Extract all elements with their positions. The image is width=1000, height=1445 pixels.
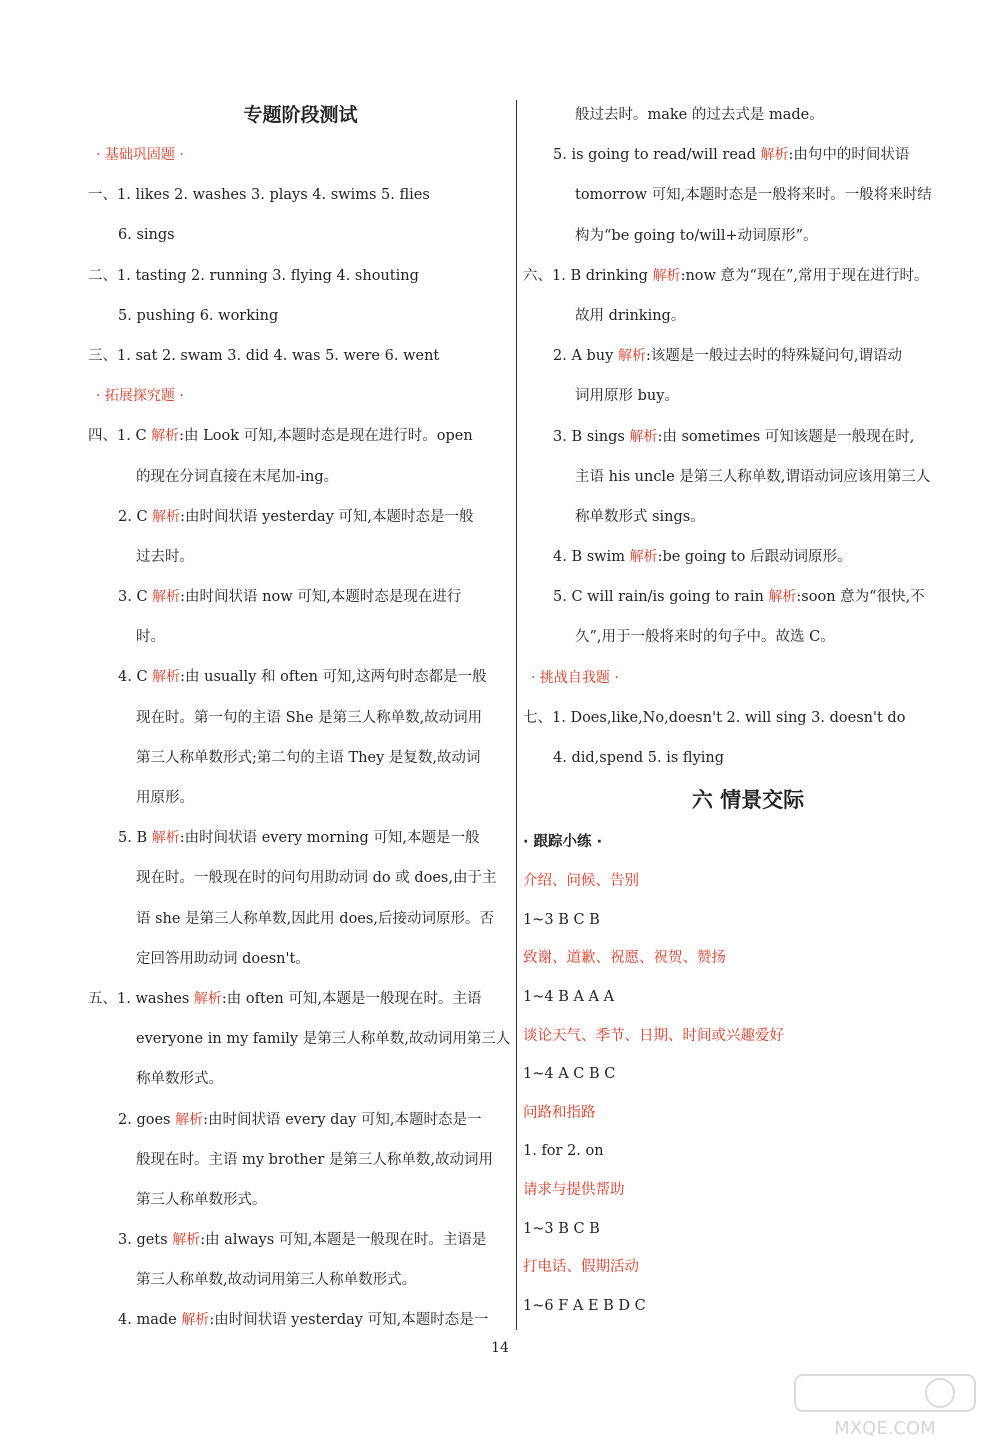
tag-basic: · 基础巩固题 · [96, 147, 184, 163]
topic-heading: 请求与提供帮助 [523, 1181, 625, 1198]
answer-line: 五、1. washes 解析:由 often 可知,本题是一般现在时。主语 [88, 990, 482, 1007]
answer-line: 1~6 F A E B D C [523, 1297, 646, 1314]
answer-line: 般现在时。主语 my brother 是第三人称单数,故动词用 [136, 1151, 493, 1168]
answer-line: 5. C will rain/is going to rain 解析:soon 意为“很快,不 [553, 589, 925, 606]
analysis-label: 解析 [617, 348, 646, 365]
answer-line: 语 she 是第三人称单数,因此用 does,后接动词原形。否 [136, 910, 494, 927]
answer-line: 构为“be going to/will+动词原形”。 [575, 227, 818, 244]
topic-heading: 介绍、问候、告别 [523, 873, 639, 890]
watermark-logo-icon [790, 1370, 980, 1440]
answer-line: 时。 [136, 629, 165, 646]
answer-line: 第三人称单数形式。 [136, 1191, 267, 1208]
answer-line: 六、1. B drinking 解析:now 意为“现在”,常用于现在进行时。 [523, 267, 929, 284]
answer-line: 5. pushing 6. working [118, 307, 279, 324]
answer-line: 故用 drinking。 [575, 307, 686, 324]
answer-line: 定回答用助动词 doesn't。 [136, 950, 310, 967]
analysis-label: 解析 [151, 830, 180, 847]
answer-line: 2. C 解析:由时间状语 yesterday 可知,本题时态是一般 [118, 508, 474, 525]
analysis-label: 解析 [152, 669, 181, 686]
tag-follow: · 跟踪小练 · [523, 834, 603, 851]
answer-line: 2. A buy 解析:该题是一般过去时的特殊疑问句,谓语动 [553, 348, 902, 365]
answer-line: 用原形。 [136, 790, 194, 806]
topic-heading: 打电话、假期活动 [523, 1259, 639, 1276]
answer-line: 主语 his uncle 是第三人称单数,谓语动词应该用第三人 [575, 468, 931, 485]
answer-line: 称单数形式。 [136, 1071, 223, 1088]
analysis-label: 解析 [193, 990, 222, 1007]
answer-line: tomorrow 可知,本题时态是一般将来时。一般将来时结 [575, 187, 932, 204]
answer-line: 第三人称单数形式;第二句的主语 They 是复数,故动词 [136, 749, 481, 766]
answer-line: 4. did,spend 5. is flying [553, 750, 725, 766]
analysis-label: 解析 [652, 267, 681, 284]
answer-line: 1~3 B C B [523, 911, 600, 928]
answer-line: 3. C 解析:由时间状语 now 可知,本题时态是现在进行 [118, 589, 462, 606]
topic-heading: 谈论天气、季节、日期、时间或兴趣爱好 [523, 1027, 784, 1044]
answer-line: 4. made 解析:由时间状语 yesterday 可知,本题时态是一 [118, 1312, 489, 1329]
answer-line: 2. goes 解析:由时间状语 every day 可知,本题时态是一 [118, 1111, 482, 1128]
analysis-label: 解析 [152, 508, 181, 525]
answer-line: 1~3 B C B [523, 1220, 600, 1237]
answer-line: 第三人称单数,故动词用第三人称单数形式。 [136, 1272, 417, 1289]
right-column [523, 95, 953, 1325]
chapter-title: 六 情景交际 [691, 788, 805, 813]
answer-line: 过去时。 [136, 548, 194, 565]
answer-line: 1. for 2. on [523, 1143, 604, 1160]
answer-line: 1~4 A C B C [523, 1066, 616, 1083]
analysis-label: 解析 [175, 1111, 204, 1128]
answer-line: 词用原形 buy。 [575, 388, 679, 405]
answer-line: 七、1. Does,like,No,doesn't 2. will sing 3. doesn't do [523, 709, 906, 726]
analysis-label: 解析 [760, 147, 789, 164]
answer-line: 5. B 解析:由时间状语 every morning 可知,本题是一般 [118, 830, 480, 847]
analysis-label: 解析 [768, 589, 797, 606]
analysis-label: 解析 [181, 1312, 210, 1329]
answer-line: 现在时。一般现在时的问句用助动词 do 或 does,由于主 [136, 870, 497, 887]
analysis-label: 解析 [629, 428, 658, 445]
answer-line: 4. B swim 解析:be going to 后跟动词原形。 [553, 549, 852, 566]
analysis-label: 解析 [172, 1232, 201, 1249]
answer-line: 3. B sings 解析:由 sometimes 可知该题是一般现在时, [553, 428, 915, 445]
answer-line: everyone in my family 是第三人称单数,故动词用第三人 [136, 1031, 511, 1048]
section-title: 专题阶段测试 [243, 104, 358, 126]
answer-line: 一、1. likes 2. washes 3. plays 4. swims 5. flies [88, 187, 430, 204]
tag-challenge: · 挑战自我题 · [531, 669, 619, 686]
answer-line: 1~4 B A A A [523, 988, 615, 1005]
answer-line: 的现在分词直接在末尾加-ing。 [136, 468, 339, 485]
answer-line: 二、1. tasting 2. running 3. flying 4. shouting [88, 267, 419, 284]
analysis-label: 解析 [629, 549, 658, 566]
analysis-label: 解析 [151, 428, 180, 445]
answer-line: 久”,用于一般将来时的句子中。故选 C。 [575, 629, 835, 646]
answer-line: 4. C 解析:由 usually 和 often 可知,这两句时态都是一般 [118, 669, 487, 686]
answer-line: 3. gets 解析:由 always 可知,本题是一般现在时。主语是 [118, 1232, 487, 1249]
answer-line: 6. sings [118, 227, 175, 244]
watermark-text: MXQE.COM [834, 1418, 936, 1439]
answer-line: 称单数形式 sings。 [575, 508, 705, 525]
answer-line: 般过去时。make 的过去式是 made。 [575, 107, 824, 123]
analysis-label: 解析 [152, 589, 181, 606]
answer-line: 5. is going to read/will read 解析:由句中的时间状语 [553, 147, 910, 164]
left-column [88, 95, 513, 1341]
answer-line: 现在时。第一句的主语 She 是第三人称单数,故动词用 [136, 709, 483, 726]
topic-heading: 致谢、道歉、祝愿、祝贺、赞扬 [523, 950, 726, 967]
column-divider [516, 100, 517, 1330]
page-number: 14 [491, 1340, 509, 1356]
tag-extend: · 拓展探究题 · [96, 388, 184, 405]
answer-line: 四、1. C 解析:由 Look 可知,本题时态是现在进行时。open [88, 428, 473, 445]
topic-heading: 问路和指路 [523, 1104, 596, 1121]
answer-line: 三、1. sat 2. swam 3. did 4. was 5. were 6. went [88, 347, 440, 364]
